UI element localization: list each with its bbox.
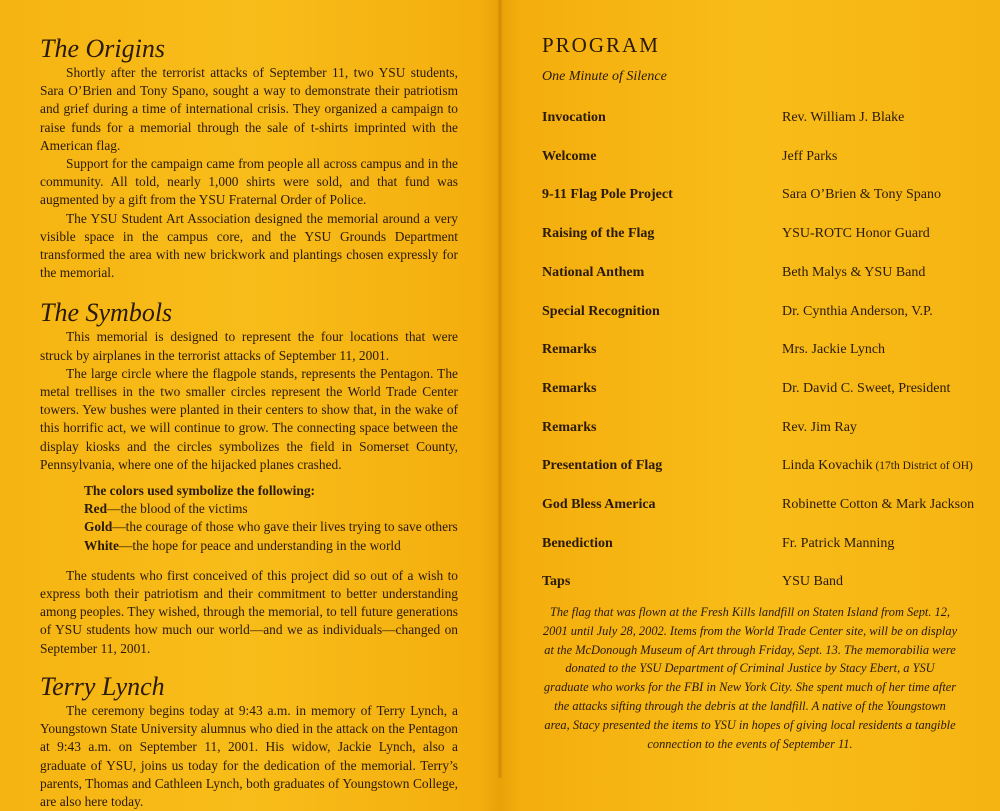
program-item: Welcome <box>542 148 597 164</box>
program-presenter: Dr. Cynthia Anderson, V.P. <box>782 303 933 319</box>
program-item: Remarks <box>542 419 597 435</box>
color-white: White—the hope for peace and understanding in the world <box>84 537 401 553</box>
program-row <box>542 265 982 285</box>
program-item: National Anthem <box>542 264 645 280</box>
program-item: Presentation of Flag <box>542 458 663 474</box>
program-presenter: Rev. Jim Ray <box>782 419 857 435</box>
program-row <box>542 574 982 594</box>
program-presenter: YSU-ROTC Honor Guard <box>782 226 930 242</box>
program-item: Special Recognition <box>542 303 660 319</box>
left-panel <box>40 34 458 811</box>
program-row <box>542 458 982 478</box>
program-presenter: Robinette Cotton & Mark Jackson <box>782 497 975 512</box>
program-presenter: Sara O’Brien & Tony Spano <box>782 187 941 203</box>
program-row <box>542 381 982 401</box>
program-presenter: Dr. David C. Sweet, President <box>782 380 951 396</box>
program-item: Remarks <box>542 380 597 396</box>
color-gold: Gold—the courage of those who gave their lives trying to save others <box>84 519 458 535</box>
symbols-paragraph-3: The students who first conceived of this project did so out of a wish to express both their patriotism and their commitment to better understanding among peoples. They wished, through the memorial, to tell future generations of YSU students how much our world—and we as individuals—changed on September 11, 2001. <box>40 567 458 656</box>
program-presenter: Jeff Parks <box>782 148 838 164</box>
program-row <box>542 110 982 130</box>
program-row <box>542 187 982 207</box>
program-presenter: YSU Band <box>782 574 844 590</box>
program-row <box>542 226 982 246</box>
origins-heading: The Origins <box>40 34 165 63</box>
lynch-heading: Terry Lynch <box>40 671 165 701</box>
symbols-paragraph-2: The large circle where the flagpole stands, represents the Pentagon. The metal trellises in the two smaller circles represent the World Trade Center towers. Yew bushes were planted in their centers to show that, in the wake of this horrific act, we will continue to grow. The connecting space between the display kiosks and the circles symbolizes the field in Somerset County, Pennsylvania, where one of the hijacked planes crashed. <box>40 365 458 472</box>
program-row <box>542 420 982 440</box>
program-presenter: Linda Kovachik (17th District of OH) <box>782 458 973 474</box>
symbols-paragraph-1: This memorial is designed to represent the four locations that were struck by airplanes in the terrorist attacks of September 11, 2001. <box>40 329 458 363</box>
lynch-paragraph: The ceremony begins today at 9:43 a.m. in memory of Terry Lynch, a Youngstown State University alumnus who died in the attack on the Pentagon at 9:43 a.m. on September 11, 2001. His widow, Jackie Lynch, also a graduate of YSU, joins us today for the dedication of the memorial. Terry’s parents, Thomas and Cathleen Lynch, both graduates of Youngstown College, are also here today. <box>40 702 458 809</box>
program-presenter-note: (17th District of OH) <box>872 460 973 473</box>
program-item: Benediction <box>542 535 613 551</box>
program-item: Invocation <box>542 110 606 125</box>
origins-paragraph-3: The YSU Student Art Association designed the memorial around a very visible space in the campus core, and the YSU Grounds Department transformed the area with new brickwork and plantings chosen expressly for the memorial. <box>40 210 458 281</box>
program-row <box>542 536 982 556</box>
program-item: God Bless America <box>542 497 656 512</box>
program-row <box>542 342 982 362</box>
page-fold <box>497 0 503 778</box>
program-presenter: Mrs. Jackie Lynch <box>782 342 886 358</box>
colors-list <box>84 482 458 555</box>
program-item: 9-11 Flag Pole Project <box>542 187 673 203</box>
flag-footnote: The flag that was flown at the Fresh Kills landfill on Staten Island from Sept. 12, 2001 until July 28, 2002. Items from the World Trade Center site, will be on display at the McDonough Museum of Art through Friday, Sept. 13. The memorabilia were donated to the YSU Department of Criminal Justice by Stacy Ebert, a YSU graduate who works for the FBI in New York City. She spent much of her time after the attacks sifting through the debris at the landfill. A native of the Youngstown area, Stacy presented the items to YSU in hopes of giving local residents a tangible connection to the events of September 11. <box>542 605 958 751</box>
colors-heading: The colors used symbolize the following: <box>84 483 315 499</box>
symbols-heading: The Symbols <box>40 298 173 328</box>
origins-paragraph-1: Shortly after the terrorist attacks of September 11, two YSU students, Sara O’Brien and Tony Spano, sought a way to demonstrate their patriotism and grief during a time of international crisis. They organized a campaign to raise funds for a memorial through the sale of t-shirts imprinted with the American flag. <box>40 65 458 153</box>
program-row <box>542 149 982 169</box>
program-panel <box>542 32 982 751</box>
program-title: PROGRAM <box>542 33 660 57</box>
program-presenter: Fr. Patrick Manning <box>782 535 895 551</box>
origins-paragraph-2: Support for the campaign came from people all across campus and in the community. All told, nearly 1,000 shirts were sold, and that fund was augmented by a gift from the YSU Fraternal Order of Police. <box>40 156 458 208</box>
program-presenter: Beth Malys & YSU Band <box>782 264 926 280</box>
program-item: Taps <box>542 574 571 590</box>
color-red: Red—the blood of the victims <box>84 501 248 517</box>
program-row <box>542 497 982 517</box>
program-item: Remarks <box>542 342 597 358</box>
program-row <box>542 304 982 324</box>
program-item: Raising of the Flag <box>542 226 655 242</box>
minute-of-silence: One Minute of Silence <box>542 69 667 84</box>
program-presenter: Rev. William J. Blake <box>782 110 905 125</box>
